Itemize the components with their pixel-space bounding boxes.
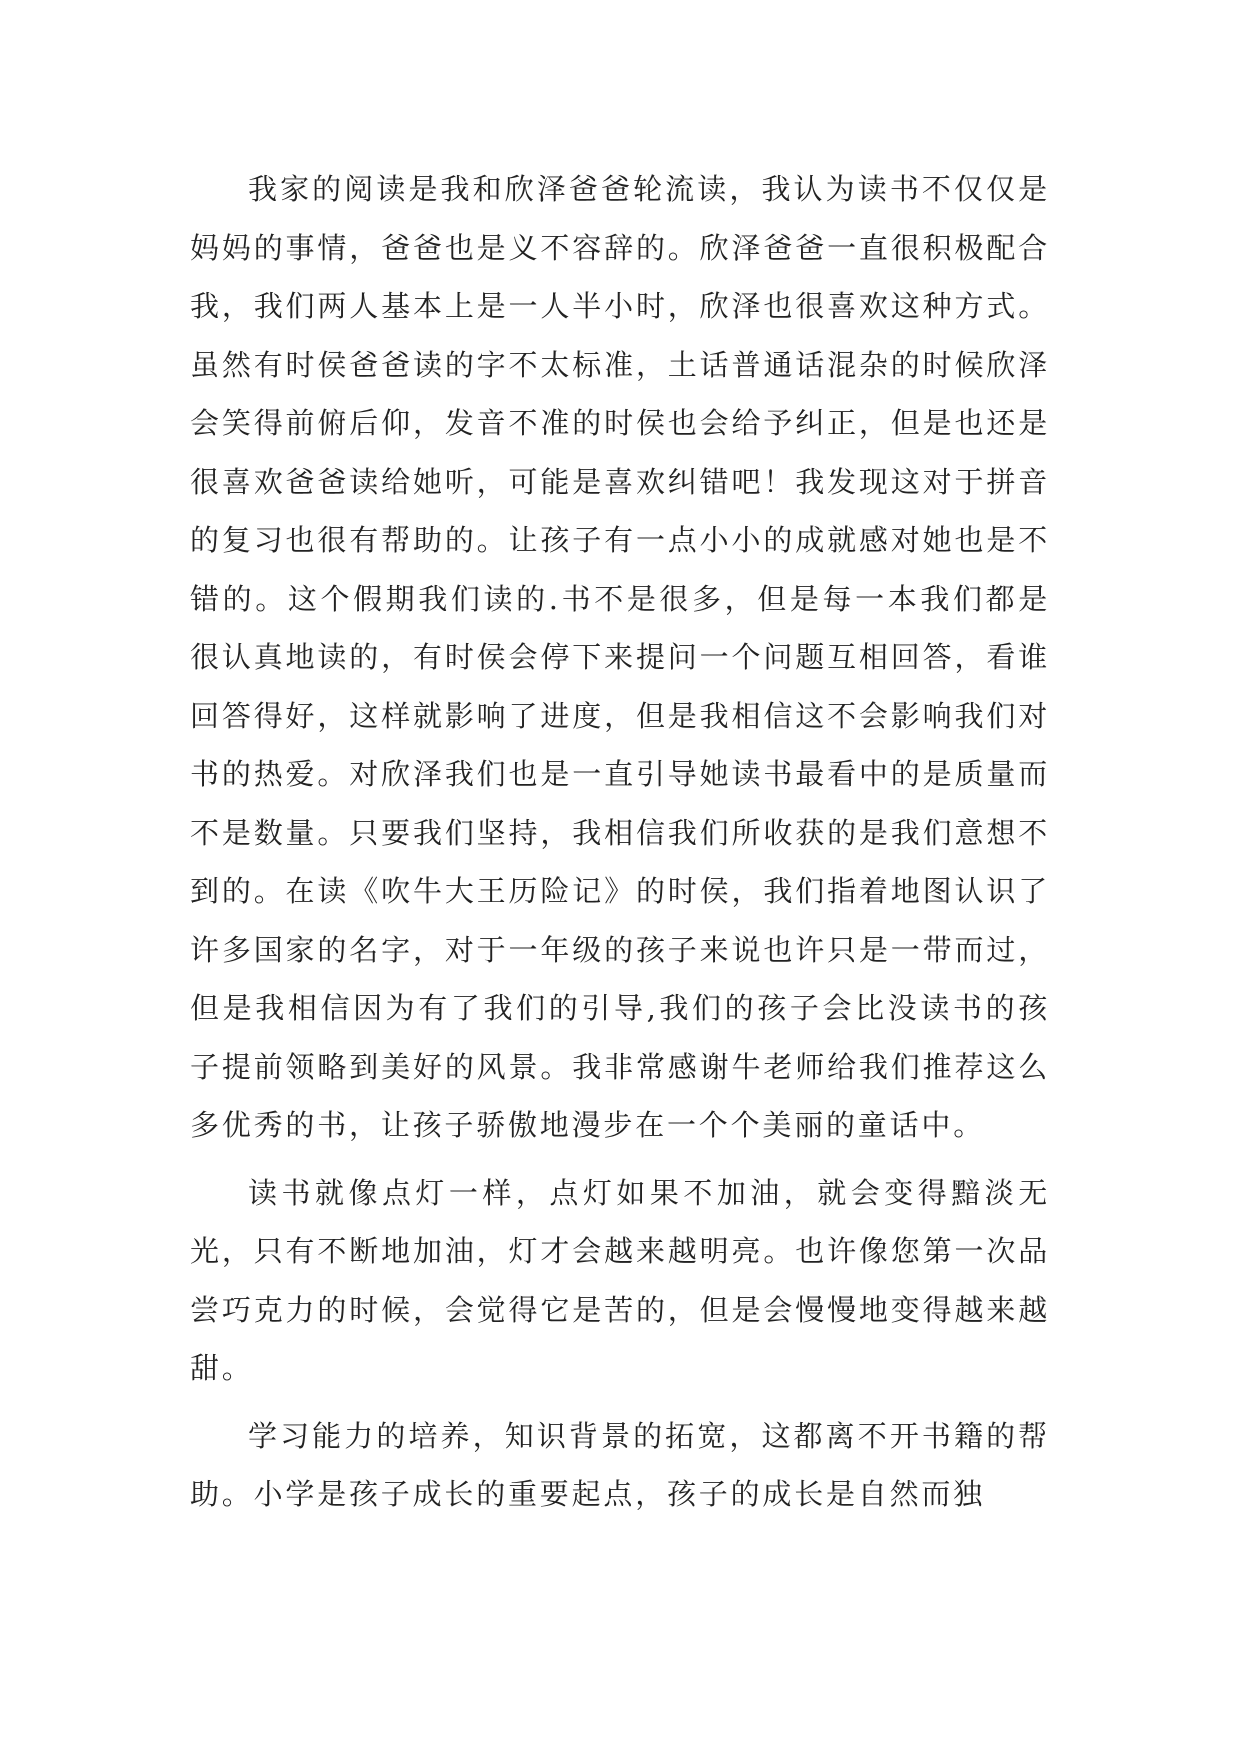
paragraph-reading-like-lamp: 读书就像点灯一样，点灯如果不加油，就会变得黯淡无光，只有不断地加油，灯才会越来越明亮。也许像您第一次品尝巧克力的时候，会觉得它是苦的，但是会慢慢地变得越来越甜。 — [190, 1175, 1050, 1385]
paragraph-learning-ability: 学习能力的培养，知识背景的拓宽，这都离不开书籍的帮助。小学是孩子成长的重要起点，孩子的成长是自然而独 — [190, 1418, 1050, 1511]
document-body — [190, 160, 1050, 1524]
paragraph-family-reading: 我家的阅读是我和欣泽爸爸轮流读，我认为读书不仅仅是妈妈的事情，爸爸也是义不容辞的。欣泽爸爸一直很积极配合我，我们两人基本上是一人半小时，欣泽也很喜欢这种方式。虽然有时侯爸爸读的字不太标准，土话普通话混杂的时候欣泽会笑得前俯后仰，发音不准的时侯也会给予纠正，但是也还是很喜欢爸爸读给她听，可能是喜欢纠错吧！我发现这对于拼音的复习也很有帮助的。让孩子有一点小小的成就感对她也是不错的。这个假期我们读的.书不是很多，但是每一本我们都是很认真地读的，有时侯会停下来提问一个问题互相回答，看谁回答得好，这样就影响了进度，但是我相信这不会影响我们对书的热爱。对欣泽我们也是一直引导她读书最看中的是质量而不是数量。只要我们坚持，我相信我们所收获的是我们意想不到的。在读《吹牛大王历险记》的时侯，我们指着地图认识了许多国家的名字，对于一年级的孩子来说也许只是一带而过，但是我相信因为有了我们的引导,我们的孩子会比没读书的孩子提前领略到美好的风景。我非常感谢牛老师给我们推荐这么多优秀的书，让孩子骄傲地漫步在一个个美丽的童话中。 — [190, 172, 1050, 1142]
